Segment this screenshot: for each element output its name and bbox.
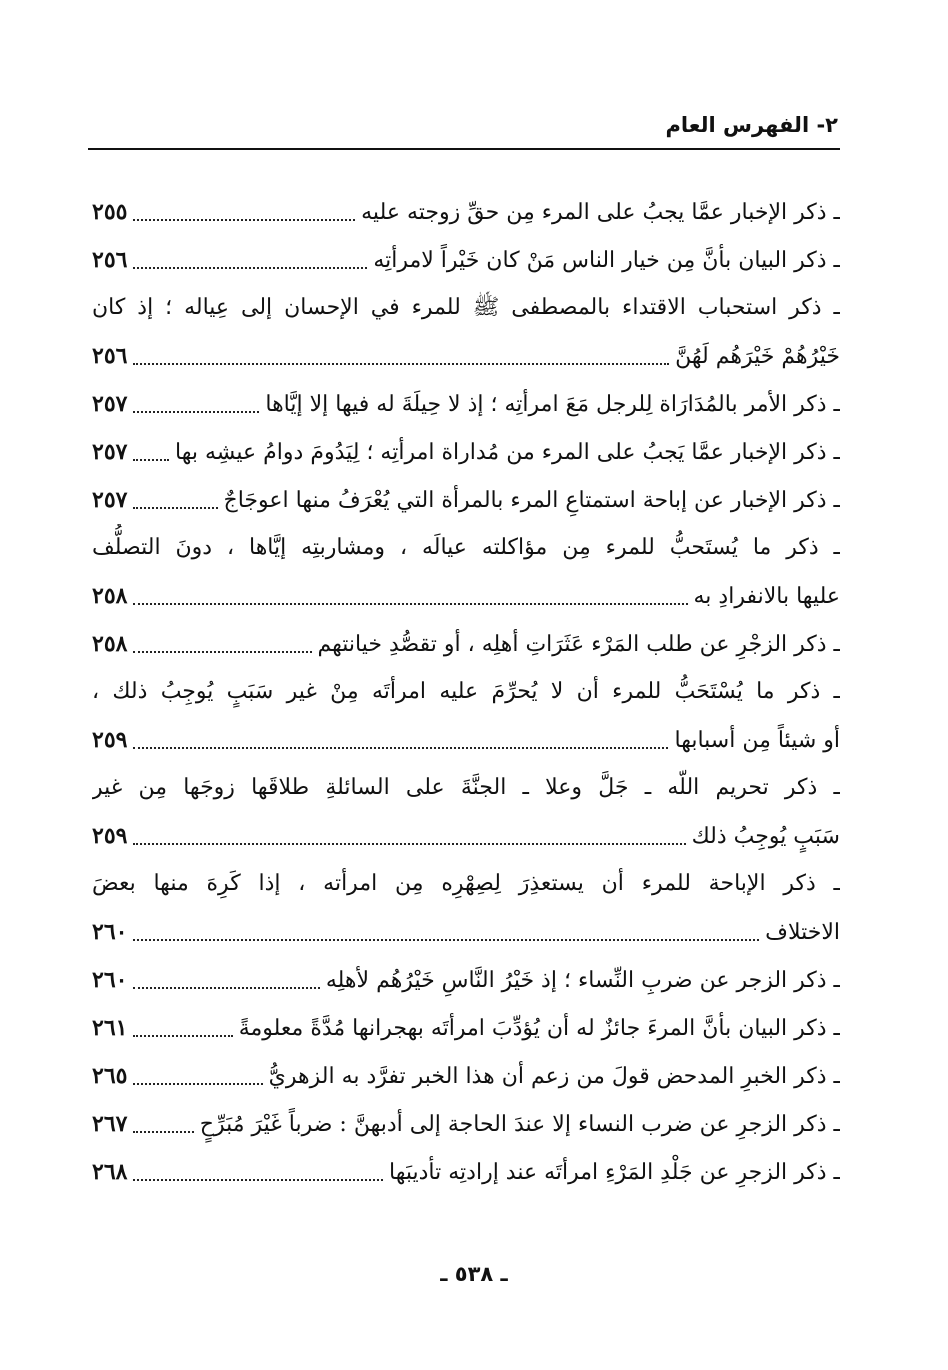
entry-text: ـ ذكر الخبرِ المدحض قولَ من زعم أن هذا الخبر تفرَّد به الزهريُّ	[268, 1064, 840, 1089]
index-entry	[92, 1052, 840, 1100]
entry-text: ـ ذكر الأمر بالمُدَارَاة لِلرجل مَعَ امرأتِه ؛ إذ لا حِيلَةَ له فيها إلا إيَّاها	[265, 392, 840, 417]
entry-page-number: ٢٦١	[92, 1015, 128, 1041]
entry-line	[92, 284, 840, 332]
index-entry	[92, 668, 840, 764]
index-entry	[92, 764, 840, 860]
index-entry	[92, 188, 840, 236]
entry-text: سَبَبٍ يُوجِبُ ذلك	[691, 824, 840, 849]
entry-last-line	[92, 1004, 840, 1052]
entry-line	[92, 668, 840, 716]
dot-leader	[133, 1179, 383, 1181]
dot-leader	[133, 1083, 262, 1085]
entry-line	[92, 764, 840, 812]
entry-text: ـ ذكر الزجْرِ عن طلب المَرْء عَثَرَاتِ أهلِه ، أو تقصُّدِ خيانتهم	[317, 632, 840, 657]
index-entry	[92, 1148, 840, 1196]
dot-leader	[133, 987, 319, 989]
dot-leader	[133, 651, 311, 653]
entry-last-line	[92, 380, 840, 428]
dot-leader	[133, 939, 759, 941]
entry-last-line	[92, 1052, 840, 1100]
dot-leader	[133, 219, 355, 221]
entry-line	[92, 860, 840, 908]
entry-text: أو شيئاً مِن أسبابها	[674, 728, 840, 753]
entry-text: ـ ذكر الإخبار عمَّا يَجبُ على المرء من مُداراة امرأتِه ؛ لِيَدُومَ دوامُ عيشِه بها	[175, 440, 840, 465]
dot-leader	[133, 603, 687, 605]
entry-page-number: ٢٦٧	[92, 1111, 128, 1137]
index-entry	[92, 860, 840, 956]
entry-page-number: ٢٦٨	[92, 1159, 128, 1185]
dot-leader	[133, 507, 217, 509]
entry-page-number: ٢٥٧	[92, 391, 128, 417]
entry-last-line	[92, 236, 840, 284]
entry-last-line	[92, 332, 840, 380]
entry-text: ـ ذكر الزجرِ عن جَلْدِ المَرْءِ امرأتَه عند إرادتِه تأديبَها	[389, 1160, 840, 1185]
entry-text: ـ ذكر الإخبار عن إباحة استمتاعِ المرء بالمرأة التي يُعْرَفُ منها اعوجَاجٌ	[223, 488, 840, 513]
entry-last-line	[92, 1148, 840, 1196]
entry-text: الاختلاف	[765, 920, 840, 945]
entry-page-number: ٢٥٨	[92, 631, 128, 657]
index-entry	[92, 428, 840, 476]
entry-page-number: ٢٦٥	[92, 1063, 128, 1089]
index-entry	[92, 476, 840, 524]
entry-last-line	[92, 908, 840, 956]
entry-page-number: ٢٥٦	[92, 247, 128, 273]
entry-page-number: ٢٥٩	[92, 823, 128, 849]
dot-leader	[133, 843, 685, 845]
entry-text: ـ ذكر البيان بأنَّ مِن خيار الناس مَنْ كان خَيْراً لامرأتِه	[373, 248, 840, 273]
entry-last-line	[92, 716, 840, 764]
entry-page-number: ٢٦٠	[92, 967, 128, 993]
entry-text: ـ ذكر الزجرِ عن ضرب النساء إلا عندَ الحاجة إلى أدبهنَّ : ضرباً غَيْرَ مُبَرِّحٍ	[199, 1112, 840, 1137]
index-entry	[92, 956, 840, 1004]
header-rule	[88, 148, 840, 150]
entry-last-line	[92, 188, 840, 236]
index-entry	[92, 236, 840, 284]
entry-text: ـ ذكر تحريم اللّه ـ جَلَّ وعلا ـ الجنَّةَ على السائلةِ طلاقَها زوجَها مِن غير	[92, 775, 840, 800]
entry-last-line	[92, 956, 840, 1004]
entry-text: ـ ذكر ما يُستَحبُّ للمرء مِن مؤاكلته عيالَه ، ومشاربتِه إيَّاها ، دونَ التصلُّف	[92, 535, 840, 560]
entry-text: عليها بالانفرادِ به	[693, 584, 840, 609]
index-entry	[92, 620, 840, 668]
dot-leader	[133, 411, 259, 413]
entry-page-number: ٢٥٧	[92, 487, 128, 513]
dot-leader	[133, 363, 669, 365]
entry-text: ـ ذكر استحباب الاقتداء بالمصطفى ﷺ للمرء في الإحسان إلى عِياله ؛ إذ كان	[92, 295, 840, 320]
entry-page-number: ٢٥٨	[92, 583, 128, 609]
entry-page-number: ٢٥٦	[92, 343, 128, 369]
dot-leader	[133, 267, 367, 269]
entry-last-line	[92, 620, 840, 668]
entry-page-number: ٢٦٠	[92, 919, 128, 945]
entry-page-number: ٢٥٧	[92, 439, 128, 465]
dot-leader	[133, 747, 668, 749]
entry-text: خَيْرُهُمْ خَيْرَهُم لَهُنَّ	[675, 344, 840, 369]
dot-leader	[133, 459, 169, 461]
entry-text: ـ ذكر الإباحة للمرء أن يستعذِرَ لِصِهْرِه مِن امرأته ، إذا كَرِهَ منها بعضَ	[92, 871, 840, 896]
running-header: ٢- الفهرس العام	[665, 113, 838, 137]
index-entry	[92, 1004, 840, 1052]
entry-text: ـ ذكر الإخبار عمَّا يجبُ على المرء مِن حقِّ زوجته عليه	[361, 200, 840, 225]
entry-page-number: ٢٥٥	[92, 199, 128, 225]
entry-text: ـ ذكر البيان بأنَّ المرءَ جائزٌ له أن يُؤدِّبَ امرأتَه بهجرانها مُدَّةً معلومةً	[238, 1016, 840, 1041]
index-entry	[92, 1100, 840, 1148]
index-entry	[92, 284, 840, 380]
entry-last-line	[92, 428, 840, 476]
index-entry	[92, 380, 840, 428]
entry-text: ـ ذكر ما يُسْتَحَبُّ للمرء أن لا يُحرِّمَ عليه امرأتَه مِنْ غير سَبَبٍ يُوجِبُ ذلك ،	[92, 679, 840, 704]
dot-leader	[133, 1035, 232, 1037]
page-number: ـ ٥٣٨ ـ	[440, 1262, 508, 1286]
dot-leader	[133, 1131, 193, 1133]
index-entry	[92, 524, 840, 620]
entry-text: ـ ذكر الزجر عن ضربِ النِّساء ؛ إذ خَيْرُ النَّاسِ خَيْرُهُم لأهلِه	[325, 968, 840, 993]
entry-line	[92, 524, 840, 572]
entry-last-line	[92, 476, 840, 524]
entry-page-number: ٢٥٩	[92, 727, 128, 753]
entry-last-line	[92, 812, 840, 860]
index-entries-list	[92, 188, 840, 1196]
entry-last-line	[92, 1100, 840, 1148]
entry-last-line	[92, 572, 840, 620]
